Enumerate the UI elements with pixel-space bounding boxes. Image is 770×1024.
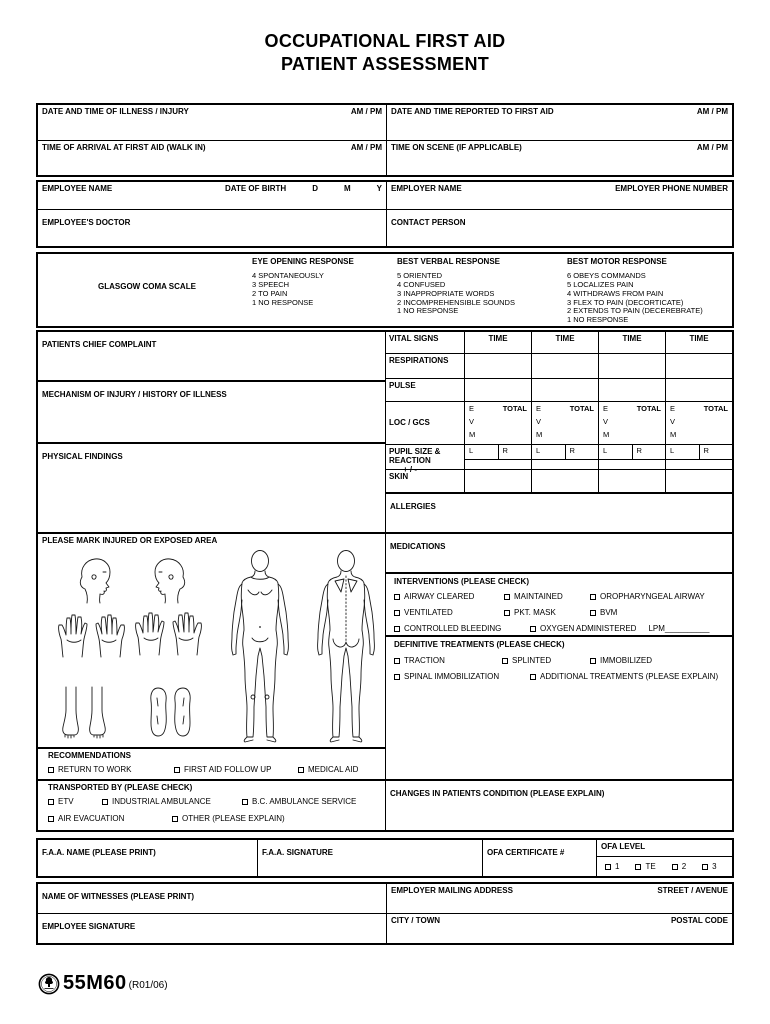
section-label: DEFINITIVE TREATMENTS (PLEASE CHECK) (394, 640, 565, 649)
respirations-cell[interactable] (531, 354, 598, 378)
loc-v-label: V (670, 417, 676, 426)
field-label: TIME ON SCENE (IF APPLICABLE) (391, 142, 522, 152)
form-revision: (R01/06) (128, 979, 168, 991)
pupil-cell[interactable] (464, 445, 531, 469)
ampm-label: AM / PM (696, 107, 728, 116)
field-label: STREET / AVENUE (657, 886, 728, 895)
checkbox-immobilized[interactable] (590, 658, 596, 664)
ofa-level-cell (596, 840, 732, 876)
dob-day-label: D (312, 184, 318, 193)
glasgow-coma-scale-box (36, 252, 734, 328)
loc-total-label: TOTAL (636, 404, 661, 413)
foot-top-left-figure (63, 687, 79, 738)
checkbox-return-to-work[interactable] (48, 767, 54, 773)
field-date-time-illness[interactable] (38, 105, 386, 140)
gcs-label: GLASGOW COMA SCALE (98, 282, 196, 291)
option-label: IMMOBILIZED (600, 656, 653, 665)
checkbox-spinal-immobilization[interactable] (394, 674, 400, 680)
body-front-figure (232, 551, 289, 743)
loc-v-label: V (603, 417, 609, 426)
field-faa-name[interactable] (38, 840, 257, 876)
field-witnesses[interactable] (38, 884, 386, 913)
skin-label: SKIN (389, 472, 409, 481)
field-employee-doctor[interactable] (38, 209, 386, 246)
checkbox-ofa-level-3[interactable] (702, 864, 708, 870)
vital-signs-header: VITAL SIGNS (389, 334, 439, 343)
field-allergies[interactable] (386, 492, 732, 532)
field-label: ALLERGIES (390, 502, 436, 511)
field-label: OFA LEVEL (597, 840, 732, 857)
option-label: TRACTION (404, 656, 445, 665)
body-diagram (38, 546, 384, 748)
gcs-verbal-column (397, 257, 557, 316)
dob-year-label: Y (376, 184, 382, 193)
field-label: EMPLOYEE SIGNATURE (42, 922, 136, 931)
checkbox-oxygen-administered[interactable] (530, 626, 536, 632)
field-label: EMPLOYER PHONE NUMBER (615, 184, 728, 193)
checkbox-maintained[interactable] (504, 594, 510, 600)
field-employer-name[interactable] (386, 182, 732, 209)
checkbox-splinted[interactable] (502, 658, 508, 664)
field-label: EMPLOYEE NAME (42, 184, 113, 193)
loc-e-label: E (536, 404, 542, 413)
loc-m-label: M (469, 430, 476, 439)
field-label: F.A.A. NAME (PLEASE PRINT) (42, 848, 156, 857)
checkbox-ofa-level-te[interactable] (635, 864, 641, 870)
vital-signs-table (386, 332, 732, 492)
loc-e-label: E (469, 404, 475, 413)
checkbox-ventilated[interactable] (394, 610, 400, 616)
time-cell-2[interactable] (531, 332, 598, 353)
gcs-column-header: BEST MOTOR RESPONSE (567, 257, 667, 266)
field-label: DATE AND TIME REPORTED TO FIRST AID (391, 107, 554, 116)
option-label: TE (645, 862, 656, 871)
assessment-main-box (36, 330, 734, 832)
option-label: ETV (58, 797, 74, 806)
option-label: OROPHARYNGEAL AIRWAY (600, 592, 705, 601)
time-header: TIME (555, 334, 575, 343)
checkbox-etv[interactable] (48, 799, 54, 805)
loc-e-label: E (603, 404, 609, 413)
loc-gcs-cell[interactable] (464, 402, 531, 444)
pupil-left-label: L (465, 445, 498, 460)
pupil-label: PUPIL SIZE & REACTION + / - (389, 447, 441, 475)
form-title-line1: OCCUPATIONAL FIRST AID (264, 31, 506, 51)
option-label: AIRWAY CLEARED (404, 592, 475, 601)
gcs-item: 5 ORIENTED (397, 271, 443, 281)
pulse-cell[interactable] (665, 379, 732, 401)
field-label: CHANGES IN PATIENTS CONDITION (PLEASE EXPLAIN) (390, 789, 605, 798)
field-time-arrival[interactable] (38, 140, 386, 176)
pupil-cell[interactable] (531, 445, 598, 469)
gcs-item: 3 SPEECH (252, 279, 290, 289)
option-label: 3 (712, 862, 717, 871)
loc-v-label: V (469, 417, 475, 426)
field-faa-signature[interactable] (257, 840, 482, 876)
gcs-item: 2 EXTENDS TO PAIN (DECEREBRATE) (567, 306, 703, 316)
foot-top-right-figure (90, 687, 106, 738)
checkbox-ofa-level-2[interactable] (672, 864, 678, 870)
field-physical-findings[interactable] (38, 442, 385, 532)
field-label: PATIENTS CHIEF COMPLAINT (42, 340, 157, 349)
assessment-left-column (38, 332, 386, 830)
section-label: INTERVENTIONS (PLEASE CHECK) (394, 577, 529, 586)
loc-gcs-cell[interactable] (531, 402, 598, 444)
field-time-on-scene[interactable] (386, 140, 732, 176)
checkbox-bvm[interactable] (590, 610, 596, 616)
pulse-cell[interactable] (531, 379, 598, 401)
checkbox-pkt-mask[interactable] (504, 610, 510, 616)
hand-palm-right-figure (173, 613, 201, 655)
form-number: 55M60 (63, 972, 127, 994)
loc-total-label: TOTAL (569, 404, 594, 413)
pupil-left-label: L (599, 445, 632, 460)
form-title-line2: PATIENT ASSESSMENT (280, 54, 490, 75)
gcs-item: 1 NO RESPONSE (567, 315, 629, 325)
field-label: EMPLOYER NAME (391, 184, 462, 193)
field-label: CITY / TOWN (391, 916, 441, 925)
form-title (0, 30, 770, 76)
pulse-cell[interactable] (464, 379, 531, 401)
gcs-item: 4 WITHDRAWS FROM PAIN (567, 288, 664, 298)
field-label: F.A.A. SIGNATURE (262, 848, 333, 857)
time-cell-1[interactable] (464, 332, 531, 353)
section-label: TRANSPORTED BY (PLEASE CHECK) (48, 783, 193, 792)
field-label: DATE AND TIME OF ILLNESS / INJURY (42, 107, 189, 116)
field-employee-name[interactable] (38, 182, 386, 209)
field-chief-complaint[interactable] (38, 332, 385, 380)
gcs-column-header: BEST VERBAL RESPONSE (397, 257, 500, 266)
option-label: VENTILATED (404, 608, 453, 617)
field-label: MEDICATIONS (390, 542, 446, 551)
witness-box (36, 882, 734, 945)
interventions-section (386, 572, 732, 635)
option-label: SPINAL IMMOBILIZATION (404, 672, 500, 681)
checkbox-ofa-level-1[interactable] (605, 864, 611, 870)
option-label: RETURN TO WORK (58, 765, 132, 774)
gcs-item: 1 NO RESPONSE (397, 306, 459, 316)
loc-total-label: TOTAL (502, 404, 527, 413)
section-label: RECOMMENDATIONS (48, 751, 131, 760)
field-ofa-certificate[interactable] (482, 840, 596, 876)
skin-cell[interactable] (665, 470, 732, 492)
checkbox-additional-treatments[interactable] (530, 674, 536, 680)
pupil-left-label: L (532, 445, 565, 460)
option-label: ADDITIONAL TREATMENTS (PLEASE EXPLAIN) (540, 672, 719, 681)
checkbox-oropharyngeal-airway[interactable] (590, 594, 596, 600)
pupil-right-label: R (632, 445, 666, 460)
option-label: CONTROLLED BLEEDING (404, 624, 502, 633)
head-profile-right-figure (80, 559, 110, 603)
checkbox-first-aid-follow-up[interactable] (174, 767, 180, 773)
field-label: CONTACT PERSON (391, 218, 466, 228)
option-label: OTHER (PLEASE EXPLAIN) (182, 814, 285, 823)
lpm-field[interactable]: LPM__________ (648, 624, 710, 633)
option-label: OXYGEN ADMINISTERED (540, 624, 637, 633)
field-label: PHYSICAL FINDINGS (42, 452, 123, 461)
field-label: POSTAL CODE (670, 916, 728, 925)
checkbox-air-evacuation[interactable] (48, 816, 54, 822)
crest-logo-icon (38, 973, 60, 995)
dob-month-label: M (343, 184, 351, 193)
field-mechanism-of-injury[interactable] (38, 380, 385, 442)
checkbox-other-transport[interactable] (172, 816, 178, 822)
checkbox-traction[interactable] (394, 658, 400, 664)
respirations-cell[interactable] (598, 354, 665, 378)
skin-cell[interactable] (464, 470, 531, 492)
field-label: EMPLOYEE'S DOCTOR (42, 218, 131, 228)
transported-by-section (38, 779, 385, 830)
field-label: PLEASE MARK INJURED OR EXPOSED AREA (42, 536, 218, 545)
datetime-box (36, 103, 734, 177)
ampm-label: AM / PM (350, 142, 382, 152)
gcs-item: 3 INAPPROPRIATE WORDS (397, 288, 495, 298)
loc-e-label: E (670, 404, 676, 413)
option-label: 2 (681, 862, 687, 871)
option-label: SPLINTED (512, 656, 552, 665)
checkbox-industrial-ambulance[interactable] (102, 799, 108, 805)
gcs-item: 1 NO RESPONSE (252, 297, 314, 307)
ampm-label: AM / PM (696, 142, 728, 152)
time-cell-4[interactable] (665, 332, 732, 353)
field-medications[interactable] (386, 532, 732, 572)
head-profile-left-figure (155, 559, 185, 603)
option-label: B.C. AMBULANCE SERVICE (252, 797, 357, 806)
loc-m-label: M (536, 430, 543, 439)
gcs-item: 2 INCOMPREHENSIBLE SOUNDS (397, 297, 515, 307)
respirations-cell[interactable] (665, 354, 732, 378)
definitive-treatments-section (386, 635, 732, 779)
dob-label: DATE OF BIRTH (225, 184, 287, 193)
option-label: MEDICAL AID (308, 765, 359, 774)
loc-gcs-cell[interactable] (598, 402, 665, 444)
pupil-left-label: L (666, 445, 699, 460)
time-cell-3[interactable] (598, 332, 665, 353)
pupil-right-label: R (565, 445, 599, 460)
loc-m-label: M (603, 430, 610, 439)
body-back-figure (318, 551, 375, 743)
checkbox-medical-aid[interactable] (298, 767, 304, 773)
option-label: MAINTAINED (514, 592, 563, 601)
field-city-town[interactable] (386, 913, 732, 943)
recommendations-section (38, 747, 385, 779)
field-employer-mailing-address[interactable] (386, 884, 732, 913)
field-label: OFA CERTIFICATE # (487, 848, 565, 857)
gcs-item: 4 CONFUSED (397, 279, 446, 289)
option-label: FIRST AID FOLLOW UP (184, 765, 272, 774)
checkbox-bc-ambulance-service[interactable] (242, 799, 248, 805)
time-header: TIME (689, 334, 709, 343)
gcs-item: 2 TO PAIN (252, 288, 288, 298)
respirations-cell[interactable] (464, 354, 531, 378)
field-date-time-reported[interactable] (386, 105, 732, 140)
pupil-right-label: R (498, 445, 532, 460)
field-label: NAME OF WITNESSES (PLEASE PRINT) (42, 892, 195, 901)
loc-m-label: M (670, 430, 677, 439)
field-employee-signature[interactable] (38, 913, 386, 943)
pupil-cell[interactable] (598, 445, 665, 469)
skin-cell[interactable] (598, 470, 665, 492)
field-label: MECHANISM OF INJURY / HISTORY OF ILLNESS (42, 390, 227, 399)
assessment-right-column (386, 332, 732, 830)
faa-box (36, 838, 734, 878)
hand-back-left-figure (59, 615, 87, 657)
checkbox-airway-cleared[interactable] (394, 594, 400, 600)
gcs-item: 5 LOCALIZES PAIN (567, 279, 634, 289)
pulse-cell[interactable] (598, 379, 665, 401)
form-footer (38, 972, 168, 995)
loc-v-label: V (536, 417, 542, 426)
pulse-label: PULSE (389, 381, 416, 390)
employee-box (36, 180, 734, 248)
option-label: AIR EVACUATION (58, 814, 125, 823)
hand-back-right-figure (96, 615, 124, 657)
respirations-label: RESPIRATIONS (389, 356, 449, 365)
checkbox-controlled-bleeding[interactable] (394, 626, 400, 632)
time-header: TIME (488, 334, 508, 343)
gcs-item: 3 FLEX TO PAIN (DECORTICATE) (567, 297, 684, 307)
option-label: PKT. MASK (514, 608, 556, 617)
gcs-item: 6 OBEYS COMMANDS (567, 271, 646, 281)
gcs-eye-opening-column (252, 257, 392, 307)
foot-sole-right-figure (175, 688, 190, 736)
foot-sole-left-figure (151, 688, 166, 736)
gcs-column-header: EYE OPENING RESPONSE (252, 257, 354, 266)
field-contact-person[interactable] (386, 209, 732, 246)
loc-gcs-label: LOC / GCS (389, 418, 430, 428)
option-label: BVM (600, 608, 618, 617)
pupil-right-label: R (699, 445, 733, 460)
gcs-item: 4 SPONTANEOUSLY (252, 271, 324, 281)
field-changes-in-condition[interactable] (386, 779, 732, 830)
time-header: TIME (622, 334, 642, 343)
loc-total-label: TOTAL (703, 404, 728, 413)
option-label: 1 (615, 862, 620, 871)
ampm-label: AM / PM (350, 107, 382, 116)
body-diagram-section[interactable] (38, 532, 385, 747)
option-label: INDUSTRIAL AMBULANCE (112, 797, 211, 806)
loc-gcs-cell[interactable] (665, 402, 732, 444)
gcs-motor-column (567, 257, 732, 325)
pupil-cell[interactable] (665, 445, 732, 469)
skin-cell[interactable] (531, 470, 598, 492)
field-label: EMPLOYER MAILING ADDRESS (391, 886, 513, 895)
field-label: TIME OF ARRIVAL AT FIRST AID (WALK IN) (42, 142, 206, 152)
hand-palm-left-figure (136, 613, 164, 655)
